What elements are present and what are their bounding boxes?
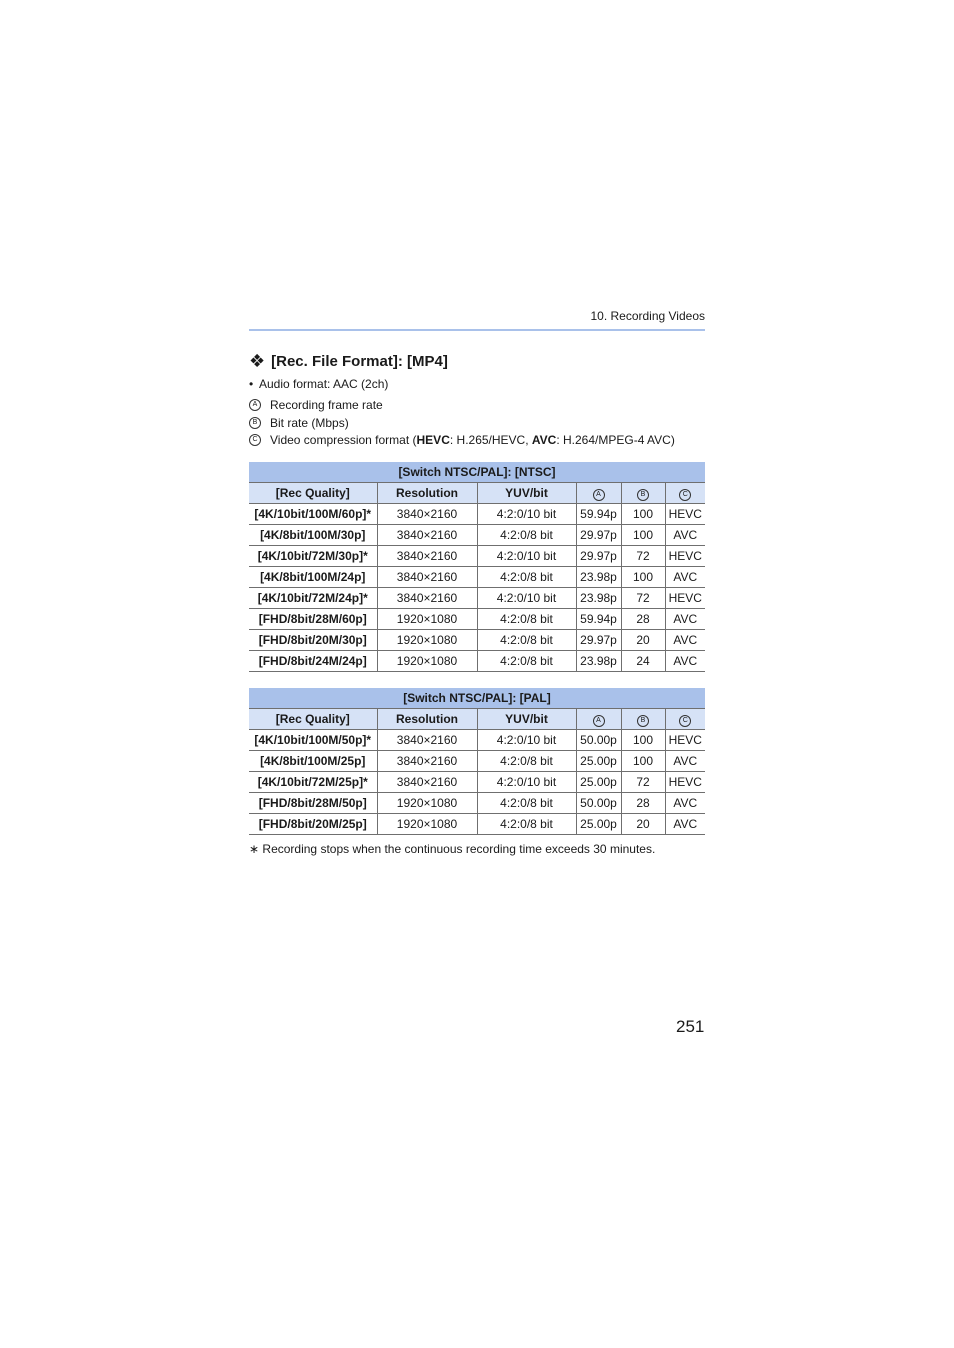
resolution-cell: 3840×2160 [377,588,477,609]
table-row [249,588,705,609]
rec-quality-cell: [4K/8bit/100M/24p] [249,567,377,588]
yuv-bit-cell: 4:2:0/10 bit [477,546,576,567]
yuv-bit-cell: 4:2:0/8 bit [477,525,576,546]
resolution-cell: 3840×2160 [377,525,477,546]
col-rec-quality: [Rec Quality] [249,709,377,730]
bit-rate-cell: 100 [621,525,665,546]
compression-cell: AVC [665,751,705,772]
bullet-icon: • [249,377,254,391]
frame-rate-cell: 59.94p [576,504,621,525]
table-row [249,546,705,567]
rec-quality-cell: [4K/10bit/100M/60p]* [249,504,377,525]
section-title-text: [Rec. File Format]: [MP4] [271,352,448,370]
rec-quality-cell: [FHD/8bit/20M/25p] [249,814,377,835]
yuv-bit-cell: 4:2:0/10 bit [477,730,576,751]
frame-rate-cell: 59.94p [576,609,621,630]
circled-a-icon: A [593,489,605,501]
compression-cell: HEVC [665,730,705,751]
col-rec-quality: [Rec Quality] [249,483,377,504]
bit-rate-cell: 28 [621,793,665,814]
circled-c-icon: C [679,489,691,501]
bit-rate-cell: 20 [621,814,665,835]
bit-rate-cell: 24 [621,651,665,672]
ntsc-header-row [249,483,705,504]
circled-c-icon: C [679,715,691,727]
rec-quality-cell: [FHD/8bit/20M/30p] [249,630,377,651]
bit-rate-cell: 100 [621,567,665,588]
resolution-cell: 1920×1080 [377,814,477,835]
frame-rate-cell: 29.97p [576,546,621,567]
pal-header-row [249,709,705,730]
yuv-bit-cell: 4:2:0/10 bit [477,772,576,793]
table-row [249,793,705,814]
diamond-cluster-icon: ❖ [249,351,266,371]
frame-rate-cell: 25.00p [576,772,621,793]
audio-format-text: Audio format: AAC (2ch) [259,377,389,391]
rec-quality-cell: [4K/8bit/100M/25p] [249,751,377,772]
frame-rate-cell: 50.00p [576,730,621,751]
legend-c [249,433,675,447]
ntsc-table-caption: [Switch NTSC/PAL]: [NTSC] [249,462,705,483]
col-resolution: Resolution [377,483,477,504]
resolution-cell: 1920×1080 [377,651,477,672]
rec-quality-cell: [FHD/8bit/28M/50p] [249,793,377,814]
table-row [249,567,705,588]
chapter-title: 10. Recording Videos [590,309,705,323]
compression-cell: AVC [665,793,705,814]
col-resolution: Resolution [377,709,477,730]
page-header [249,306,705,331]
yuv-bit-cell: 4:2:0/8 bit [477,651,576,672]
resolution-cell: 3840×2160 [377,504,477,525]
compression-cell: HEVC [665,588,705,609]
yuv-bit-cell: 4:2:0/8 bit [477,793,576,814]
col-yuv-bit: YUV/bit [477,709,576,730]
resolution-cell: 3840×2160 [377,567,477,588]
compression-cell: HEVC [665,546,705,567]
footnote-text: Recording stops when the continuous recording time exceeds 30 minutes. [262,842,656,856]
col-bit-rate [621,709,665,730]
table-row [249,772,705,793]
pal-table-caption: [Switch NTSC/PAL]: [PAL] [249,688,705,709]
page-number: 251 [676,1017,705,1036]
bit-rate-cell: 100 [621,730,665,751]
resolution-cell: 3840×2160 [377,772,477,793]
frame-rate-cell: 23.98p [576,588,621,609]
yuv-bit-cell: 4:2:0/10 bit [477,504,576,525]
table-row [249,525,705,546]
compression-cell: AVC [665,567,705,588]
rec-quality-cell: [FHD/8bit/28M/60p] [249,609,377,630]
compression-cell: AVC [665,609,705,630]
resolution-cell: 3840×2160 [377,751,477,772]
yuv-bit-cell: 4:2:0/8 bit [477,814,576,835]
compression-cell: AVC [665,630,705,651]
table-row [249,814,705,835]
compression-cell: AVC [665,525,705,546]
table-row [249,751,705,772]
frame-rate-cell: 29.97p [576,630,621,651]
rec-quality-cell: [4K/8bit/100M/30p] [249,525,377,546]
frame-rate-cell: 29.97p [576,525,621,546]
yuv-bit-cell: 4:2:0/8 bit [477,751,576,772]
yuv-bit-cell: 4:2:0/8 bit [477,609,576,630]
circled-a-icon: A [593,715,605,727]
col-bit-rate [621,483,665,504]
resolution-cell: 1920×1080 [377,793,477,814]
yuv-bit-cell: 4:2:0/8 bit [477,567,576,588]
bit-rate-cell: 20 [621,630,665,651]
ntsc-table [249,462,705,672]
compression-cell: HEVC [665,772,705,793]
rec-quality-cell: [4K/10bit/72M/25p]* [249,772,377,793]
col-compression [665,483,705,504]
frame-rate-cell: 23.98p [576,651,621,672]
yuv-bit-cell: 4:2:0/8 bit [477,630,576,651]
frame-rate-cell: 50.00p [576,793,621,814]
legend-a-text: Recording frame rate [270,398,383,412]
resolution-cell: 3840×2160 [377,730,477,751]
bit-rate-cell: 28 [621,609,665,630]
section-title [249,352,448,370]
legend-b-text: Bit rate (Mbps) [270,416,349,430]
col-yuv-bit: YUV/bit [477,483,576,504]
compression-cell: AVC [665,651,705,672]
frame-rate-cell: 25.00p [576,814,621,835]
pal-table [249,688,705,835]
col-compression [665,709,705,730]
bit-rate-cell: 100 [621,751,665,772]
circled-a-icon: A [249,399,261,411]
rec-quality-cell: [4K/10bit/100M/50p]* [249,730,377,751]
compression-cell: HEVC [665,504,705,525]
table-row [249,609,705,630]
frame-rate-cell: 25.00p [576,751,621,772]
audio-format-note [249,377,388,391]
resolution-cell: 1920×1080 [377,609,477,630]
rec-quality-cell: [4K/10bit/72M/30p]* [249,546,377,567]
bit-rate-cell: 72 [621,546,665,567]
frame-rate-cell: 23.98p [576,567,621,588]
bit-rate-cell: 72 [621,772,665,793]
table-row [249,730,705,751]
table-row [249,504,705,525]
rec-quality-cell: [4K/10bit/72M/24p]* [249,588,377,609]
footnote [249,842,655,856]
bit-rate-cell: 72 [621,588,665,609]
table-row [249,651,705,672]
legend-c-text: Video compression format (HEVC: H.265/HEVC, AVC: H.264/MPEG-4 AVC) [270,433,675,447]
circled-b-icon: B [249,417,261,429]
circled-c-icon: C [249,434,261,446]
yuv-bit-cell: 4:2:0/10 bit [477,588,576,609]
col-frame-rate [576,483,621,504]
resolution-cell: 1920×1080 [377,630,477,651]
resolution-cell: 3840×2160 [377,546,477,567]
rec-quality-cell: [FHD/8bit/24M/24p] [249,651,377,672]
circled-b-icon: B [637,489,649,501]
circled-b-icon: B [637,715,649,727]
asterisk-icon: ∗ [249,842,260,856]
legend-a [249,398,383,412]
compression-cell: AVC [665,814,705,835]
table-row [249,630,705,651]
legend-b [249,416,349,430]
bit-rate-cell: 100 [621,504,665,525]
col-frame-rate [576,709,621,730]
